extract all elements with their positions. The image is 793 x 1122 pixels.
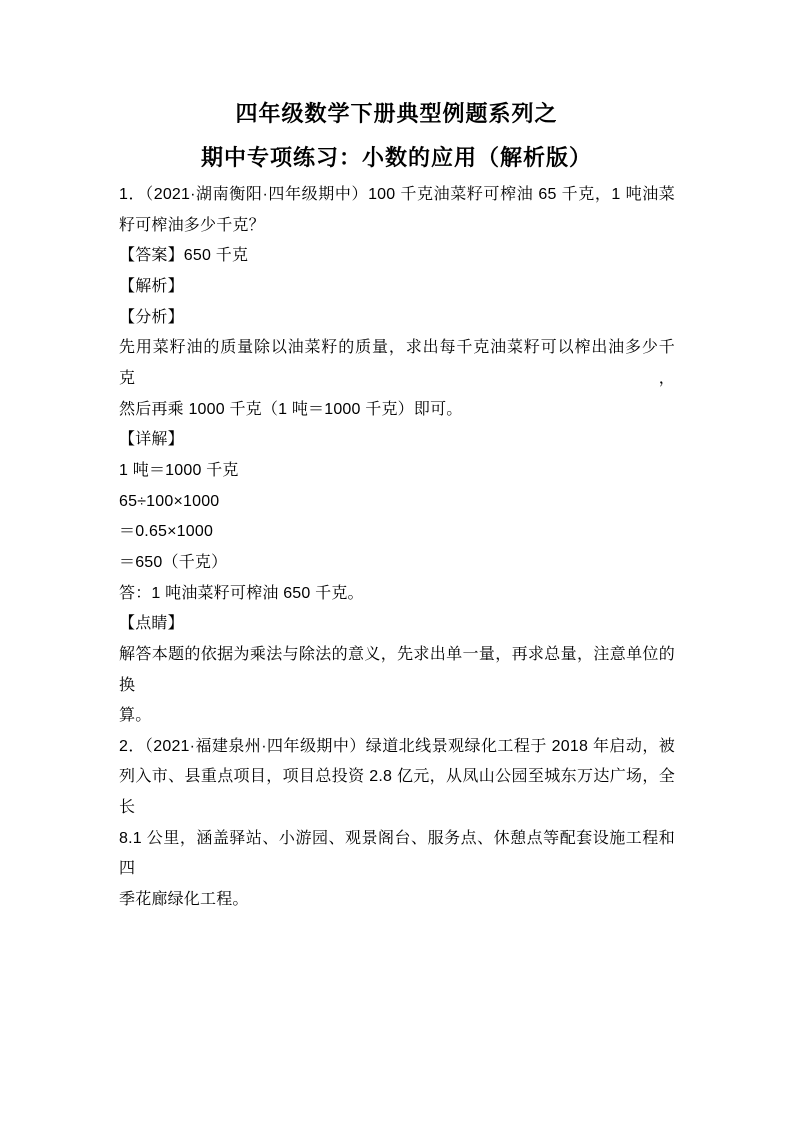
problem-1-tip-line-2: 算。	[119, 707, 152, 725]
document-body	[0, 180, 793, 916]
problem-1-step-1: 1 吨＝1000 千克	[119, 461, 239, 479]
problem-1-xiangjie-label: 【详解】	[119, 431, 184, 449]
problem-2-question-line-1: 2．（2021·福建泉州·四年级期中）绿道北线景观绿化工程于 2018 年启动，被	[119, 737, 675, 755]
problem-1-step-3: ＝0.65×1000	[119, 523, 214, 541]
problem-1-conclusion: 答：1 吨油菜籽可榨油 650 千克。	[119, 584, 364, 602]
document-title	[0, 0, 793, 180]
problem-2-question-line-2: 列入市、县重点项目，项目总投资 2.8 亿元，从凤山公园至城东万达广场，全长	[119, 768, 675, 817]
problem-2-question-line-3: 8.1 公里，涵盖驿站、小游园、观景阁台、服务点、休憩点等配套设施工程和四	[119, 829, 675, 878]
problem-1-dianjing-label: 【点睛】	[119, 615, 184, 633]
document-title-line-1: 四年级数学下册典型例题系列之	[235, 101, 558, 126]
problem-1-step-4: ＝650（千克）	[119, 553, 228, 571]
problem-1-analysis-line-1: 先用菜籽油的质量除以油菜籽的质量，求出每千克油菜籽可以榨出油多少千克，	[119, 339, 675, 387]
document-title-line-2: 期中专项练习：小数的应用（解析版）	[200, 145, 592, 170]
problem-1-question-line-1: 1．（2021·湖南衡阳·四年级期中）100 千克油菜籽可榨油 65 千克，1 吨油菜	[119, 186, 675, 203]
problem-2-question-line-4: 季花廊绿化工程。	[119, 891, 249, 909]
problem-1-analysis-line-2: 然后再乘 1000 千克（1 吨＝1000 千克）即可。	[119, 400, 463, 418]
problem-1-question-line-2: 籽可榨油多少千克？	[119, 216, 265, 234]
problem-1-jiexi-label: 【解析】	[119, 277, 184, 295]
problem-1-fenxi-label: 【分析】	[119, 308, 184, 326]
problem-1-answer: 【答案】650 千克	[119, 247, 249, 265]
problem-1-step-2: 65÷100×1000	[119, 492, 220, 510]
problem-1-tip-line-1: 解答本题的依据为乘法与除法的意义，先求出单一量，再求总量，注意单位的换	[119, 645, 675, 694]
